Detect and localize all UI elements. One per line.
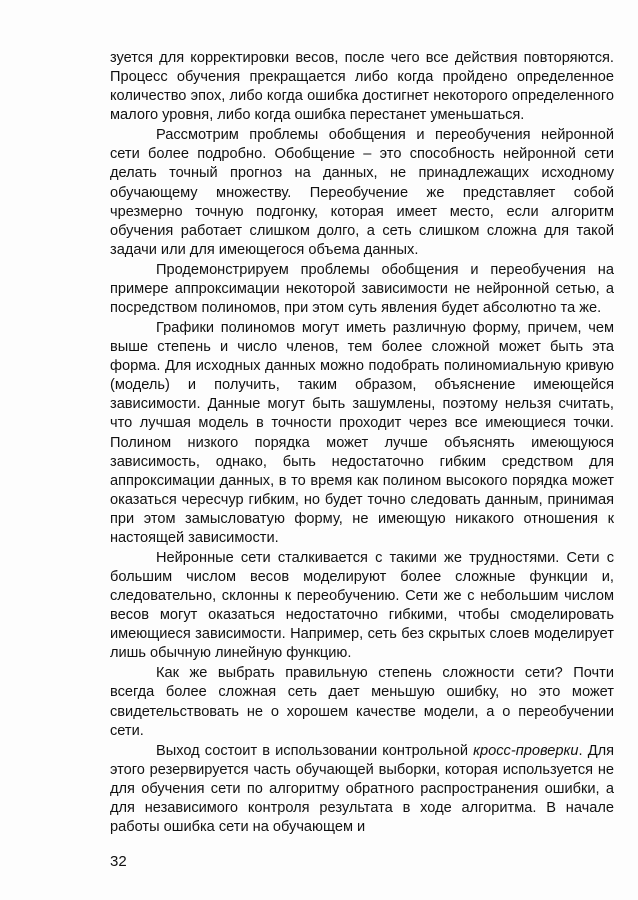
- paragraph-network-difficulties: Нейронные сети сталкивается с такими же трудностями. Сети с большим числом весов моделируют более сложные функции и, следовательно, склонны к переобучению. Сети же с небольшим числом весов могут оказаться недостаточно гибкими, чтобы смоделировать имеющиеся зависимости. Например, сеть без скрытых слоев моделирует лишь обычную линейную функцию.: [110, 549, 614, 662]
- paragraph-polynomial-demo: Продемонстрируем проблемы обобщения и переобучения на примере аппроксимации некоторой зависимости не нейронной сетью, а посредством полиномов, при этом суть явления будет абсолютно та же.: [110, 261, 614, 316]
- paragraph-choose-complexity: Как же выбрать правильную степень сложности сети? Почти всегда более сложная сеть дает меньшую ошибку, но это может свидетельствовать не о хорошем качестве модели, а о переобучении сети.: [110, 665, 614, 739]
- cross-validation-lead: Выход состоит в использовании контрольной: [156, 742, 474, 759]
- paragraph-generalization-overfitting: Рассмотрим проблемы обобщения и переобучения нейронной сети более подробно. Обобщение – это способность нейронной сети делать точный прогноз на данных, не принадлежащих исходному обучающему множеству. Переобучение же представляет собой чрезмерно точную подгонку, которая имеет место, если алгоритм обучения работает слишком долго, а сеть слишком сложна для такой задачи или для имеющегося объема данных.: [110, 127, 614, 258]
- paragraph-cross-validation: [110, 742, 614, 837]
- paragraph-continuation: зуется для корректировки весов, после чего все действия повторяются. Процесс обучения прекращается либо когда пройдено определенное количество эпох, либо когда ошибка достигнет некоторого определенного малого уровня, либо когда ошибка перестанет уменьшаться.: [110, 50, 614, 124]
- page-number: 32: [110, 853, 127, 870]
- paragraph-polynomial-graphs: Графики полиномов могут иметь различную форму, причем, чем выше степень и число членов, тем более сложной может быть эта форма. Для исходных данных можно подобрать полиномиальную кривую (модель) и получить, таким образом, объяснение имеющейся зависимости. Данные могут быть зашумлены, поэтому нельзя считать, что лучшая модель в точности проходит через все имеющиеся точки. Полином низкого порядка может лучше объяснять имеющуюся зависимость, однако, быть недостаточно гибким средством для аппроксимации данных, в то время как полином высокого порядка может оказаться чересчур гибким, но будет точно следовать данным, принимая при этом замысловатую форму, не имеющую никакого отношения к настоящей зависимости.: [110, 320, 614, 546]
- cross-validation-term: кросс-проверки: [473, 742, 579, 759]
- body-text: [110, 49, 614, 838]
- cross-validation-rest: . Для этого резервируется часть обучающей выборки, которая используется не для обучения сети по алгоритму обратного распространения ошибки, а для независимого контроля результата в ходе алгоритма. В начале работы ошибка сети на обучающем и: [110, 742, 614, 835]
